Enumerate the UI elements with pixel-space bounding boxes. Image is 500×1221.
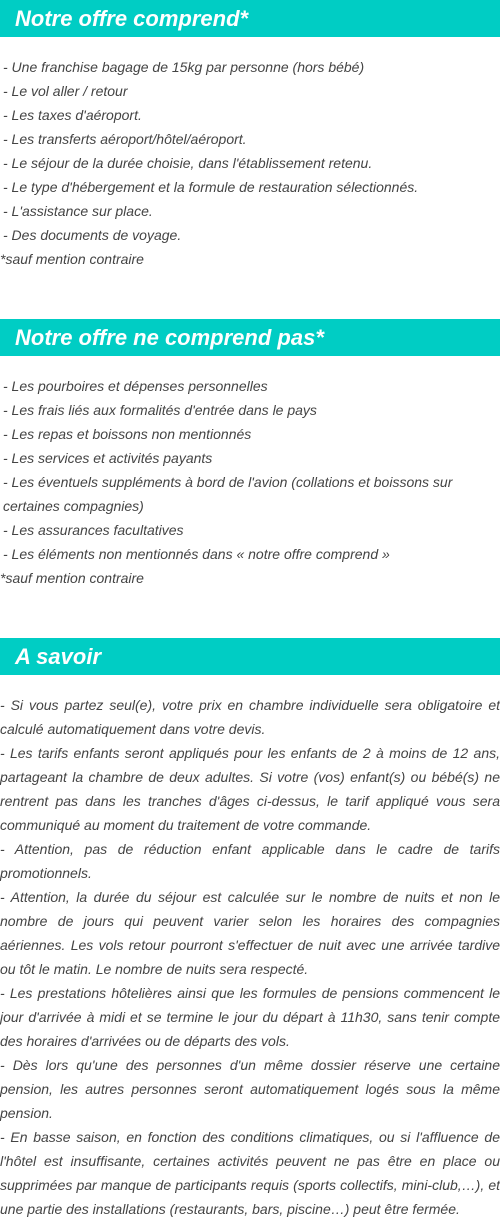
list-item: - Les frais liés aux formalités d'entrée dans le pays [3, 402, 317, 418]
list-item: - Les repas et boissons non mentionnés [3, 426, 252, 442]
section-offer-excludes [0, 319, 500, 638]
list-item: - Les taxes d'aéroport. [3, 107, 142, 123]
list-item: - Les éventuels suppléments à bord de l'avion (collations et boissons sur certaines compagnies) [3, 474, 453, 514]
info-list [0, 675, 500, 1221]
list-item: - Attention, la durée du séjour est calculée sur le nombre de nuits et non le nombre de jours qui peuvent varier selon les horaires des compagnies aériennes. Les vols retour pourront s'effectuer de nuit avec une arrivée tardive ou tôt le matin. Le nombre de nuits sera respecté. [0, 889, 500, 977]
footnote: *sauf mention contraire [0, 251, 144, 267]
list-item: - Les tarifs enfants seront appliqués pour les enfants de 2 à moins de 12 ans, partageant la chambre de deux adultes. Si votre (vos) enfant(s) ou bébé(s) ne rentrent pas dans les tranches d'âges ci-dessus, le tarif appliqué vous sera communiqué au moment du traitement de votre commande. [0, 745, 500, 833]
excludes-list [0, 356, 500, 566]
list-item: - Les services et activités payants [3, 450, 213, 466]
list-item: - Le vol aller / retour [3, 83, 128, 99]
section-title: Notre offre comprend* [0, 0, 500, 37]
list-item: - Dès lors qu'une des personnes d'un même dossier réserve une certaine pension, les autres personnes seront automatiquement logés sous la même pension. [0, 1057, 500, 1121]
section-offer-includes [0, 0, 500, 319]
list-item: - Les pourboires et dépenses personnelles [3, 378, 268, 394]
list-item: - Les prestations hôtelières ainsi que les formules de pensions commencent le jour d'arrivée à midi et se termine le jour du départ à 11h30, sans tenir compte des horaires d'arrivées ou de départs des vols. [0, 985, 500, 1049]
list-item: - En basse saison, en fonction des conditions climatiques, ou si l'affluence de l'hôtel est insuffisante, certaines activités peuvent ne pas être en place ou supprimées par manque de participants requis (sports collectifs, mini-club,…), et une partie des installations (restaurants, bars, piscine…) peut être fermée. [0, 1129, 500, 1217]
section-good-to-know [0, 638, 500, 1221]
list-item: - Des documents de voyage. [3, 227, 182, 243]
list-item: - Une franchise bagage de 15kg par personne (hors bébé) [3, 59, 365, 75]
list-item: - Attention, pas de réduction enfant applicable dans le cadre de tarifs promotionnels. [0, 841, 500, 881]
includes-list [0, 37, 500, 247]
list-item: - Si vous partez seul(e), votre prix en chambre individuelle sera obligatoire et calculé automatiquement dans votre devis. [0, 697, 500, 737]
section-title: A savoir [0, 638, 500, 675]
list-item: - L'assistance sur place. [3, 203, 153, 219]
section-title: Notre offre ne comprend pas* [0, 319, 500, 356]
list-item: - Le séjour de la durée choisie, dans l'établissement retenu. [3, 155, 373, 171]
list-item: - Les assurances facultatives [3, 522, 184, 538]
list-item: - Les transferts aéroport/hôtel/aéroport. [3, 131, 247, 147]
list-item: - Les éléments non mentionnés dans « notre offre comprend » [3, 546, 390, 562]
footnote: *sauf mention contraire [0, 570, 144, 586]
list-item: - Le type d'hébergement et la formule de restauration sélectionnés. [3, 179, 419, 195]
